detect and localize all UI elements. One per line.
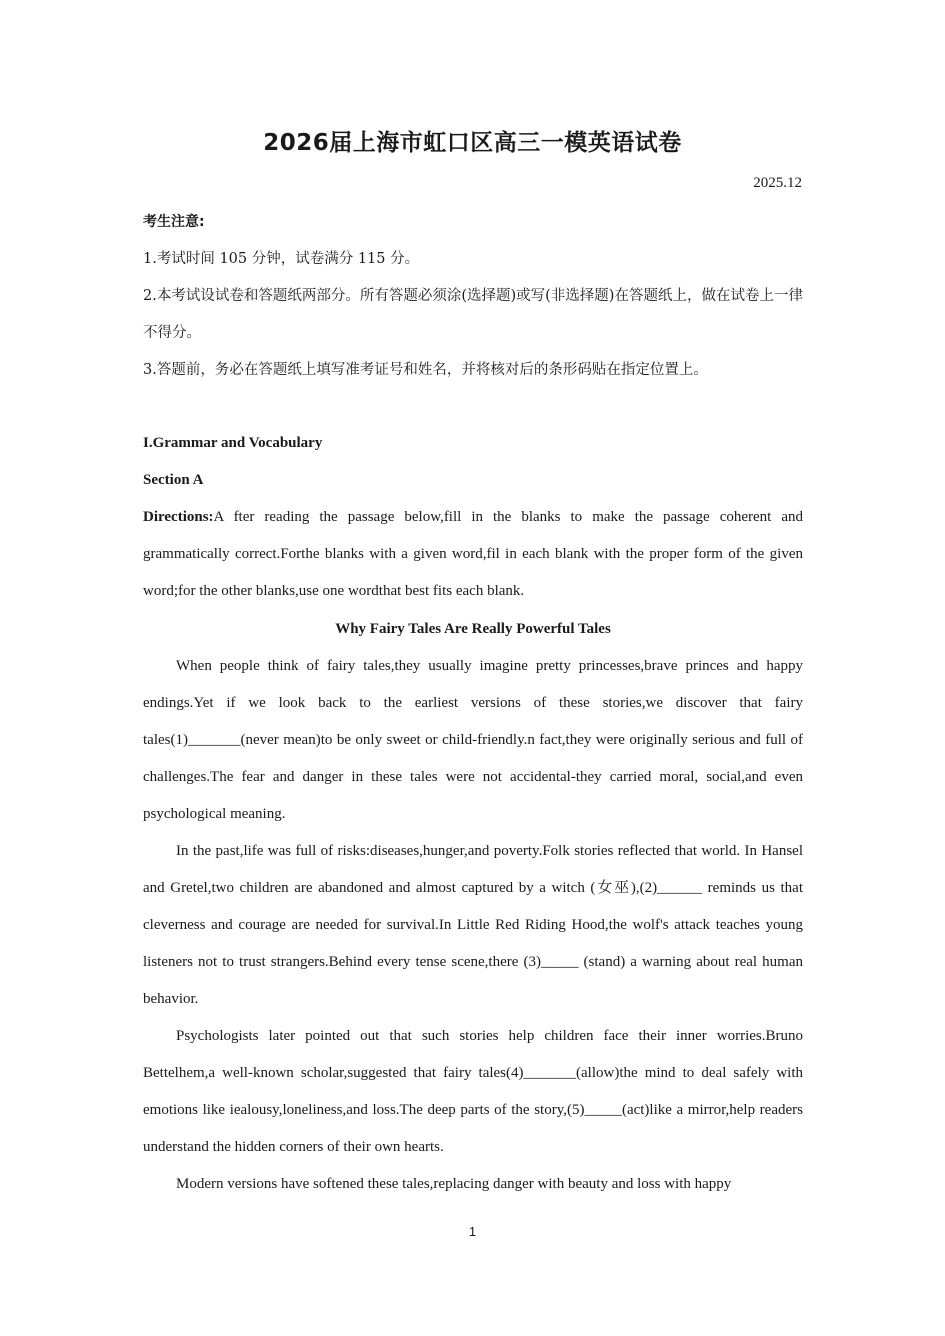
notice-item: 1.考试时间 105 分钟，试卷满分 115 分。	[143, 251, 420, 267]
passage-paragraph: In the past,life was full of risks:diseases,hunger,and poverty.Folk stories reflected that world. In Hansel and Gretel,two children are abandoned and almost captured by a witch (女巫),(2)______ reminds us that cleverness and courage are needed for survival.In Little Red Riding Hood,the wolf's attack teaches young listeners not to trust strangers.Behind every tense scene,there (3)_____ (stand) a warning about real human behavior.	[143, 843, 803, 1007]
page-number: 1	[468, 1224, 477, 1239]
notice-heading: 考生注意:	[143, 214, 205, 230]
passage-paragraph: Modern versions have softened these tales,replacing danger with beauty and loss with happy	[176, 1176, 732, 1192]
page-title: 2026届上海市虹口区高三一模英语试卷	[263, 130, 682, 156]
directions-label: Directions:	[143, 509, 214, 525]
passage-body	[143, 648, 803, 1203]
part-title: I.Grammar and Vocabulary	[143, 435, 323, 451]
passage-title: Why Fairy Tales Are Really Powerful Tales	[335, 621, 611, 637]
exam-date: 2025.12	[753, 175, 802, 191]
directions	[143, 499, 803, 610]
passage-paragraph: Psychologists later pointed out that such stories help children face their inner worries.Bruno Bettelhem,a well-known scholar,suggested that fairy tales(4)_______(allow)the mind to deal safely with emotions like iealousy,loneliness,and loss.The deep parts of the story,(5)_____(act)like a mirror,help readers understand the hidden corners of their own hearts.	[143, 1028, 803, 1155]
notice-item: 2.本考试设试卷和答题纸两部分。所有答题必须涂(选择题)或写(非选择题)在答题纸上，做在试卷上一律不得分。	[143, 288, 803, 341]
directions-text	[143, 499, 803, 610]
part-header	[143, 425, 803, 499]
directions-body: A fter reading the passage below,fill in the blanks to make the passage coherent and grammatically correct.Forthe blanks with a given word,fil in each blank with the proper form of the given word;for the other blanks,use one wordthat best fits each blank.	[143, 509, 803, 599]
notice-list	[143, 241, 803, 389]
notice-item: 3.答题前，务必在答题纸上填写准考证号和姓名，并将核对后的条形码贴在指定位置上。	[143, 362, 708, 378]
section-title: Section A	[143, 472, 204, 488]
passage-paragraph: When people think of fairy tales,they usually imagine pretty princesses,brave princes and happy endings.Yet if we look back to the earliest versions of these stories,we discover that fairy tales(1)_______(never mean)to be only sweet or child-friendly.n fact,they were originally serious and full of challenges.The fear and danger in these tales were not accidental-they carried moral, social,and even psychological meaning.	[143, 658, 803, 822]
